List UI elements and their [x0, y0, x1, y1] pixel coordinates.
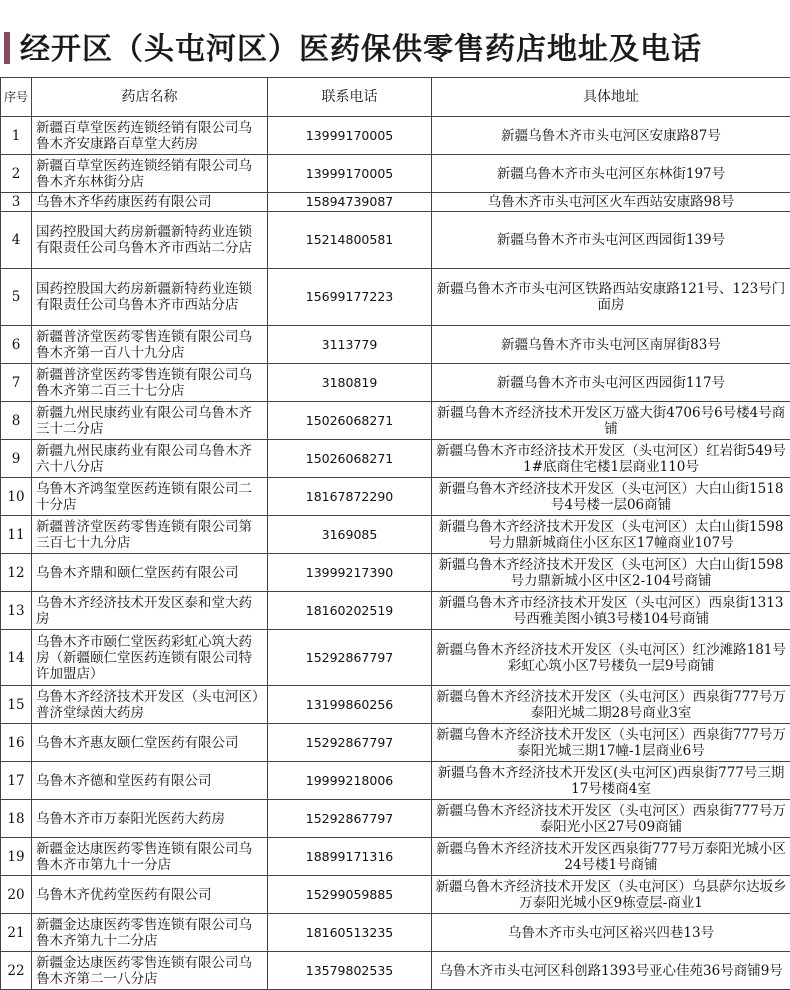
- cell-pharmacy-name: 新疆金达康医药零售连锁有限公司乌鲁木齐市第九十一分店: [32, 838, 268, 876]
- cell-phone: 15299059885: [268, 876, 432, 914]
- cell-pharmacy-name: 新疆百草堂医药连锁经销有限公司乌鲁木齐安康路百草堂大药房: [32, 117, 268, 155]
- cell-phone: 3180819: [268, 364, 432, 402]
- cell-address: 新疆乌鲁木齐经济技术开发区万盛大街4706号6号楼4号商铺: [432, 402, 790, 440]
- cell-address: 乌鲁木齐市头屯河区火车西站安康路98号: [432, 193, 790, 212]
- cell-address: 新疆乌鲁木齐市头屯河区安康路87号: [432, 117, 790, 155]
- table-row: [1, 686, 790, 724]
- cell-address: 乌鲁木齐市头屯河区科创路1393号亚心佳苑36号商铺9号: [432, 952, 790, 990]
- cell-pharmacy-name: 乌鲁木齐经济技术开发区（头屯河区）普济堂绿茵大药房: [32, 686, 268, 724]
- cell-address: 新疆乌鲁木齐市经济技术开发区（头屯河区）西泉街1313号西雅美图小镇3号楼104号商铺: [432, 592, 790, 630]
- cell-phone: 15292867797: [268, 800, 432, 838]
- cell-phone: 13999170005: [268, 117, 432, 155]
- table-row: [1, 724, 790, 762]
- cell-phone: 18167872290: [268, 478, 432, 516]
- cell-phone: 13999217390: [268, 554, 432, 592]
- cell-pharmacy-name: 乌鲁木齐市万泰阳光医药大药房: [32, 800, 268, 838]
- cell-pharmacy-name: 新疆金达康医药零售连锁有限公司乌鲁木齐第九十二分店: [32, 914, 268, 952]
- table-row: [1, 155, 790, 193]
- table-row: [1, 554, 790, 592]
- cell-address: 新疆乌鲁木齐市经济技术开发区（头屯河区）红岩街549号1#底商住宅楼1层商业110号: [432, 440, 790, 478]
- cell-pharmacy-name: 乌鲁木齐鸿玺堂医药连锁有限公司二十分店: [32, 478, 268, 516]
- cell-index: 7: [1, 364, 32, 402]
- cell-phone: 15214800581: [268, 212, 432, 269]
- cell-address: 新疆乌鲁木齐市头屯河区铁路西站安康路121号、123号门面房: [432, 269, 790, 326]
- cell-pharmacy-name: 新疆百草堂医药连锁经销有限公司乌鲁木齐东林街分店: [32, 155, 268, 193]
- cell-address: 新疆乌鲁木齐市头屯河区南屏街83号: [432, 326, 790, 364]
- table-row: [1, 876, 790, 914]
- table-row: [1, 800, 790, 838]
- cell-index: 4: [1, 212, 32, 269]
- cell-phone: 13579802535: [268, 952, 432, 990]
- table-row: [1, 402, 790, 440]
- cell-phone: 15292867797: [268, 630, 432, 686]
- cell-address: 新疆乌鲁木齐经济技术开发区（头屯河区）大白山街1598号力鼎新城小区中区2-104号商铺: [432, 554, 790, 592]
- cell-address: 新疆乌鲁木齐经济技术开发区（头屯河区）大白山街1518号4号楼一层06商铺: [432, 478, 790, 516]
- cell-index: 8: [1, 402, 32, 440]
- page-title: 经开区（头屯河区）医药保供零售药店地址及电话: [20, 32, 702, 67]
- table-row: [1, 364, 790, 402]
- cell-pharmacy-name: 乌鲁木齐惠友颐仁堂医药有限公司: [32, 724, 268, 762]
- cell-index: 12: [1, 554, 32, 592]
- table-row: [1, 117, 790, 155]
- cell-pharmacy-name: 新疆普济堂医药零售连锁有限公司乌鲁木齐第二百三十七分店: [32, 364, 268, 402]
- cell-phone: 15894739087: [268, 193, 432, 212]
- header-phone: 联系电话: [268, 78, 432, 117]
- cell-phone: 3169085: [268, 516, 432, 554]
- cell-phone: 3113779: [268, 326, 432, 364]
- title-bar: [0, 0, 790, 76]
- table-row: [1, 326, 790, 364]
- cell-address: 新疆乌鲁木齐市头屯河区东林街197号: [432, 155, 790, 193]
- cell-address: 新疆乌鲁木齐经济技术开发区（头屯河区）西泉街777号万泰阳光城三期17幢-1层商业6号: [432, 724, 790, 762]
- table-row: [1, 440, 790, 478]
- cell-pharmacy-name: 乌鲁木齐市颐仁堂医药彩虹心筑大药房（新疆颐仁堂医药连锁有限公司特许加盟店）: [32, 630, 268, 686]
- table-header-row: [1, 78, 790, 117]
- cell-index: 15: [1, 686, 32, 724]
- header-index: 序号: [1, 78, 32, 117]
- cell-phone: 15292867797: [268, 724, 432, 762]
- cell-index: 21: [1, 914, 32, 952]
- cell-index: 13: [1, 592, 32, 630]
- cell-index: 11: [1, 516, 32, 554]
- cell-pharmacy-name: 新疆普济堂医药零售连锁有限公司乌鲁木齐第一百八十九分店: [32, 326, 268, 364]
- cell-phone: 15026068271: [268, 440, 432, 478]
- cell-pharmacy-name: 乌鲁木齐鼎和颐仁堂医药有限公司: [32, 554, 268, 592]
- title-accent-bar: [4, 32, 10, 64]
- table-row: [1, 630, 790, 686]
- cell-pharmacy-name: 国药控股国大药房新疆新特药业连锁有限责任公司乌鲁木齐市西站分店: [32, 269, 268, 326]
- cell-index: 20: [1, 876, 32, 914]
- cell-index: 22: [1, 952, 32, 990]
- cell-address: 新疆乌鲁木齐经济技术开发区（头屯河区）太白山街1598号力鼎新城商住小区东区17幢商业107号: [432, 516, 790, 554]
- cell-index: 19: [1, 838, 32, 876]
- cell-phone: 13999170005: [268, 155, 432, 193]
- cell-index: 10: [1, 478, 32, 516]
- cell-phone: 19999218006: [268, 762, 432, 800]
- cell-phone: 15699177223: [268, 269, 432, 326]
- cell-address: 新疆乌鲁木齐市头屯河区西园街139号: [432, 212, 790, 269]
- cell-pharmacy-name: 国药控股国大药房新疆新特药业连锁有限责任公司乌鲁木齐市西站二分店: [32, 212, 268, 269]
- cell-address: 新疆乌鲁木齐经济技术开发区（头屯河区）西泉街777号万泰阳光城二期28号商业3室: [432, 686, 790, 724]
- cell-phone: 18899171316: [268, 838, 432, 876]
- cell-address: 新疆乌鲁木齐市头屯河区西园街117号: [432, 364, 790, 402]
- table-row: [1, 212, 790, 269]
- cell-index: 2: [1, 155, 32, 193]
- cell-pharmacy-name: 乌鲁木齐德和堂医药有限公司: [32, 762, 268, 800]
- cell-index: 6: [1, 326, 32, 364]
- table-row: [1, 516, 790, 554]
- table-row: [1, 592, 790, 630]
- cell-index: 18: [1, 800, 32, 838]
- header-name: 药店名称: [32, 78, 268, 117]
- cell-pharmacy-name: 新疆金达康医药零售连锁有限公司乌鲁木齐第二一八分店: [32, 952, 268, 990]
- cell-index: 5: [1, 269, 32, 326]
- cell-index: 3: [1, 193, 32, 212]
- cell-pharmacy-name: 乌鲁木齐优药堂医药有限公司: [32, 876, 268, 914]
- cell-phone: 15026068271: [268, 402, 432, 440]
- cell-index: 16: [1, 724, 32, 762]
- cell-pharmacy-name: 新疆普济堂医药零售连锁有限公司第三百七十九分店: [32, 516, 268, 554]
- cell-phone: 18160513235: [268, 914, 432, 952]
- table-row: [1, 762, 790, 800]
- cell-phone: 13199860256: [268, 686, 432, 724]
- pharmacy-table: [0, 77, 790, 990]
- table-row: [1, 478, 790, 516]
- cell-pharmacy-name: 乌鲁木齐华药康医药有限公司: [32, 193, 268, 212]
- cell-address: 新疆乌鲁木齐经济技术开发区（头屯河区）西泉街777号万泰阳光小区27号09商铺: [432, 800, 790, 838]
- header-address: 具体地址: [432, 78, 790, 117]
- cell-phone: 18160202519: [268, 592, 432, 630]
- cell-index: 17: [1, 762, 32, 800]
- cell-pharmacy-name: 新疆九州民康药业有限公司乌鲁木齐三十二分店: [32, 402, 268, 440]
- cell-address: 新疆乌鲁木齐经济技术开发区(头屯河区)西泉街777号三期17号楼商4室: [432, 762, 790, 800]
- table-row: [1, 193, 790, 212]
- table-row: [1, 914, 790, 952]
- cell-index: 1: [1, 117, 32, 155]
- cell-pharmacy-name: 新疆九州民康药业有限公司乌鲁木齐六十八分店: [32, 440, 268, 478]
- table-row: [1, 838, 790, 876]
- table-row: [1, 952, 790, 990]
- cell-address: 新疆乌鲁木齐经济技术开发区（头屯河区）红沙滩路181号彩虹心筑小区7号楼负一层9号商铺: [432, 630, 790, 686]
- cell-address: 新疆乌鲁木齐经济技术开发区西泉街777号万泰阳光城小区24号楼1号商铺: [432, 838, 790, 876]
- cell-address: 乌鲁木齐市头屯河区裕兴四巷13号: [432, 914, 790, 952]
- cell-index: 9: [1, 440, 32, 478]
- cell-index: 14: [1, 630, 32, 686]
- cell-pharmacy-name: 乌鲁木齐经济技术开发区泰和堂大药房: [32, 592, 268, 630]
- cell-address: 新疆乌鲁木齐经济技术开发区（头屯河区）乌县萨尔达坂乡万泰阳光城小区9栋壹层-商业1: [432, 876, 790, 914]
- table-row: [1, 269, 790, 326]
